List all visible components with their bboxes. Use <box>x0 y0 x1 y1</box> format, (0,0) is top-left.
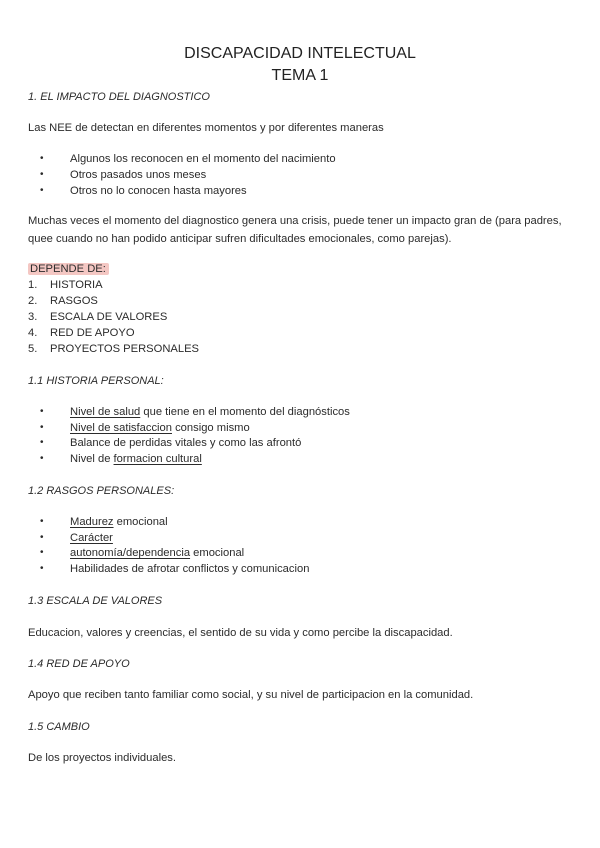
underlined-text: autonomía/dependencia <box>70 547 191 559</box>
section-1-3-paragraph: Educacion, valores y creencias, el sentido de su vida y como percibe la discapacidad. <box>28 627 453 639</box>
item-text: ESCALA DE VALORES <box>50 311 168 323</box>
section-1-heading: 1. EL IMPACTO DEL DIAGNOSTICO <box>28 91 210 103</box>
bullet-icon: • <box>40 563 44 574</box>
list-item-text <box>70 515 168 529</box>
heading-text: 1.1 HISTORIA PERSONAL <box>28 375 161 387</box>
bullet-icon: • <box>40 532 44 543</box>
item-number: 1. <box>28 279 38 291</box>
section-1-4-paragraph: Apoyo que reciben tanto familiar como social, y su nivel de participacion en la comunidad. <box>28 689 474 701</box>
plain-text: Nivel de <box>70 453 114 465</box>
heading-suffix: : <box>160 375 164 387</box>
highlighted-text: DEPENDE DE: <box>28 263 109 275</box>
doc-title: DISCAPACIDAD INTELECTUAL <box>184 45 416 62</box>
bullet-icon: • <box>40 169 44 180</box>
bullet-icon: • <box>40 516 44 527</box>
list-item-text <box>70 405 350 419</box>
item-text: RASGOS <box>50 295 98 307</box>
list-item-text: Otros pasados unos meses <box>70 169 207 181</box>
item-number: 2. <box>28 295 38 307</box>
section-1-1-heading <box>28 374 164 388</box>
bullet-icon: • <box>40 437 44 448</box>
bullet-icon: • <box>40 406 44 417</box>
item-number: 3. <box>28 311 38 323</box>
list-item-text <box>70 421 250 435</box>
list-item-text: Habilidades de afrotar conflictos y comunicacion <box>70 563 310 575</box>
depende-label <box>28 262 109 276</box>
section-1-5-paragraph: De los proyectos individuales. <box>28 752 176 764</box>
list-item-text <box>70 546 244 560</box>
heading-suffix: : <box>171 485 175 497</box>
plain-text: emocional <box>113 516 168 528</box>
plain-text: que tiene en el momento del diagnósticos <box>140 406 350 418</box>
underlined-text: Nivel de salud <box>70 406 141 418</box>
item-number: 4. <box>28 327 38 339</box>
underlined-text: Carácter <box>70 532 113 544</box>
section-1-2-heading <box>28 484 174 498</box>
list-item-text: Algunos los reconocen en el momento del nacimiento <box>70 153 336 165</box>
item-text: PROYECTOS PERSONALES <box>50 343 200 355</box>
list-item-text: Otros no lo conocen hasta mayores <box>70 185 247 197</box>
section-1-paragraph: Muchas veces el momento del diagnostico genera una crisis, puede tener un impacto gran de (para padres, quee cuando no han podido anticipar sufren dificultades emocionales, como parejas). <box>28 215 562 245</box>
section-1-5-heading: 1.5 CAMBIO <box>28 721 90 733</box>
section-1-intro: Las NEE de detectan en diferentes momentos y por diferentes maneras <box>28 122 384 134</box>
section-1-3-heading: 1.3 ESCALA DE VALORES <box>28 595 163 607</box>
underlined-text: Nivel de satisfaccion <box>70 422 172 434</box>
plain-text: emocional <box>190 547 245 559</box>
plain-text: consigo mismo <box>171 422 250 434</box>
bullet-icon: • <box>40 185 44 196</box>
bullet-icon: • <box>40 547 44 558</box>
bullet-icon: • <box>40 153 44 164</box>
bullet-icon: • <box>40 453 44 464</box>
section-1-4-heading: 1.4 RED DE APOYO <box>28 658 130 670</box>
doc-subtitle: TEMA 1 <box>271 67 329 84</box>
item-text: RED DE APOYO <box>50 327 135 339</box>
list-item-text: Balance de perdidas vitales y como las afrontó <box>70 437 302 449</box>
item-text: HISTORIA <box>50 279 103 291</box>
bullet-icon: • <box>40 422 44 433</box>
heading-text: 1.2 RASGOS PERSONALES <box>28 485 172 497</box>
list-item-text <box>70 452 202 466</box>
list-item-text <box>70 531 113 545</box>
item-number: 5. <box>28 343 38 355</box>
underlined-text: Madurez <box>70 516 114 528</box>
underlined-text: formacion cultural <box>113 453 202 465</box>
